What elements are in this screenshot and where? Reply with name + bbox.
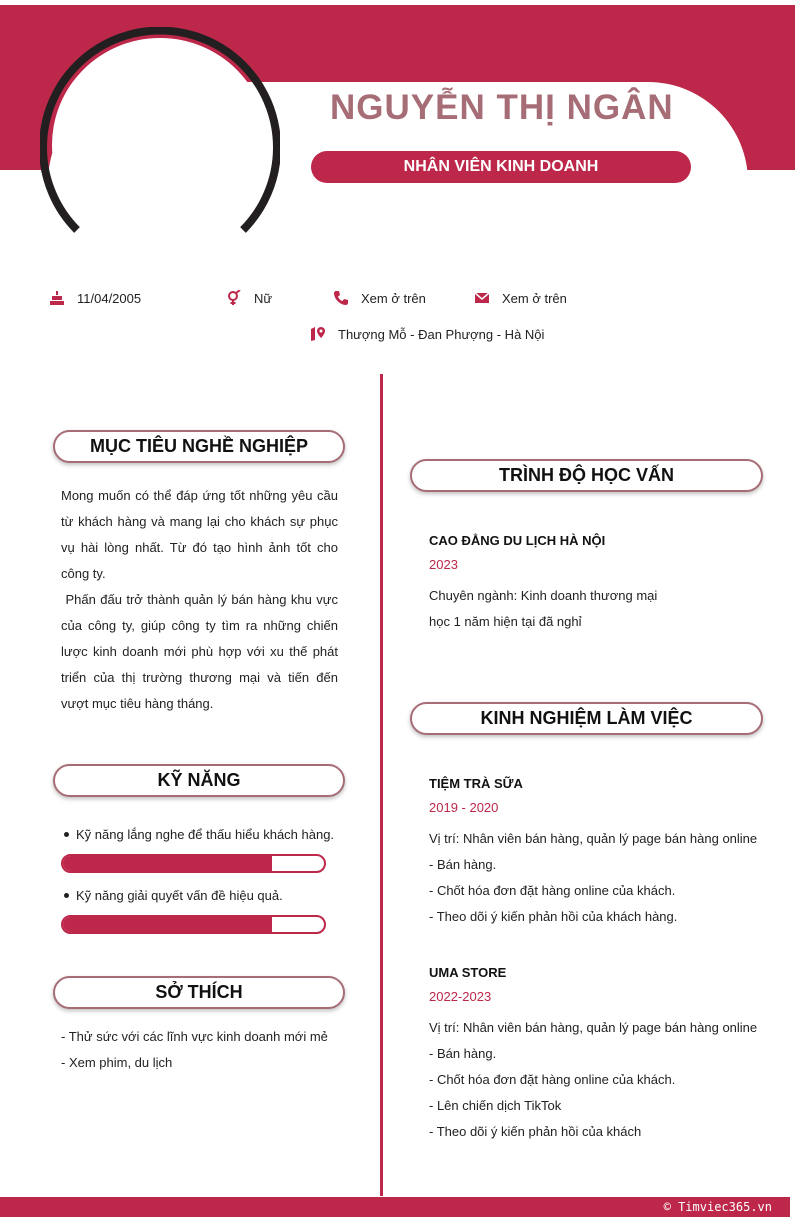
education-detail: Chuyên ngành: Kinh doanh thương mại [429,588,658,603]
job-detail: - Chốt hóa đơn đặt hàng online của khách. [429,883,676,898]
email-text: Xem ở trên [502,290,567,306]
gender-info [226,290,272,306]
birthday-info [49,290,141,306]
email-info [474,290,567,306]
job-period: 2022-2023 [429,989,492,1004]
education-year: 2023 [429,557,458,572]
skill-bar [61,854,326,873]
school-name: CAO ĐẲNG DU LỊCH HÀ NỘI [429,533,606,548]
watermark: © Timviec365.vn [663,1200,772,1214]
skill-bar [61,915,326,934]
phone-text: Xem ở trên [361,290,426,306]
job-detail: - Lên chiến dịch TikTok [429,1098,562,1113]
objective-paragraph-1: Mong muốn có thể đáp ứng tốt những yêu cầu từ khách hàng và mang lại cho khách sự phục vụ hài lòng nhất. Từ đó tạo hình ảnh tốt cho công ty. [61,488,338,581]
skills-heading: KỸ NĂNG [53,764,345,797]
education-detail: học 1 năm hiện tại đã nghỉ [429,614,582,629]
experience-heading: KINH NGHIỆM LÀM VIỆC [410,702,763,735]
hobbies-heading: SỞ THÍCH [53,976,345,1009]
hobby-item: - Xem phim, du lịch [61,1055,173,1070]
job-details [429,1015,757,1145]
birthday-text: 11/04/2005 [77,290,142,306]
job-detail: - Bán hàng. [429,857,497,872]
objective-heading: MỤC TIÊU NGHỀ NGHIỆP [53,430,345,463]
job-detail: Vị trí: Nhân viên bán hàng, quản lý page bán hàng online [429,831,758,846]
column-divider [380,374,383,1196]
skill-bar-fill [63,856,272,871]
phone-info [333,290,426,306]
skill-item [64,888,283,903]
job-detail: - Chốt hóa đơn đặt hàng online của khách. [429,1072,676,1087]
bullet [64,893,69,898]
job-detail: - Bán hàng. [429,1046,497,1061]
skill-item [64,827,334,842]
company-name: TIỆM TRÀ SỮA [429,776,523,791]
map-pin-icon [310,326,326,342]
bullet [64,832,69,837]
cake-icon [49,290,65,306]
position-title: NHÂN VIÊN KINH DOANH [311,151,691,183]
address-text: Thượng Mỗ - Đan Phượng - Hà Nội [338,326,545,342]
education-details [429,583,657,635]
footer-band [0,1197,790,1217]
skill-label: Kỹ năng lắng nghe để thấu hiểu khách hàng. [76,827,335,842]
objective-paragraph-2: Phấn đấu trở thành quản lý bán hàng khu vực của công ty, giúp công ty tìm ra những chiến lược kinh doanh mới phù hợp với xu thế phát triển của thị trường thương mại và tiến đến vượt mục tiêu hàng tháng. [61,592,342,711]
address-info [310,326,544,342]
company-name: UMA STORE [429,965,507,980]
phone-icon [333,290,349,306]
job-detail: - Theo dõi ý kiến phản hồi của khách [429,1124,642,1139]
job-details [429,826,757,930]
full-name: NGUYỄN THỊ NGÂN [330,88,674,127]
skill-bar-fill [63,917,272,932]
job-detail: - Theo dõi ý kiến phản hồi của khách hàng. [429,909,678,924]
education-heading: TRÌNH ĐỘ HỌC VẤN [410,459,763,492]
gender-icon [226,290,242,306]
job-detail: Vị trí: Nhân viên bán hàng, quản lý page bán hàng online [429,1020,758,1035]
hobby-item: - Thử sức với các lĩnh vực kinh doanh mới mẻ [61,1029,328,1044]
envelope-icon [474,290,490,306]
job-period: 2019 - 2020 [429,800,499,815]
avatar [52,38,268,252]
skill-label: Kỹ năng giải quyết vấn đề hiệu quả. [76,888,283,903]
gender-text: Nữ [254,290,273,306]
